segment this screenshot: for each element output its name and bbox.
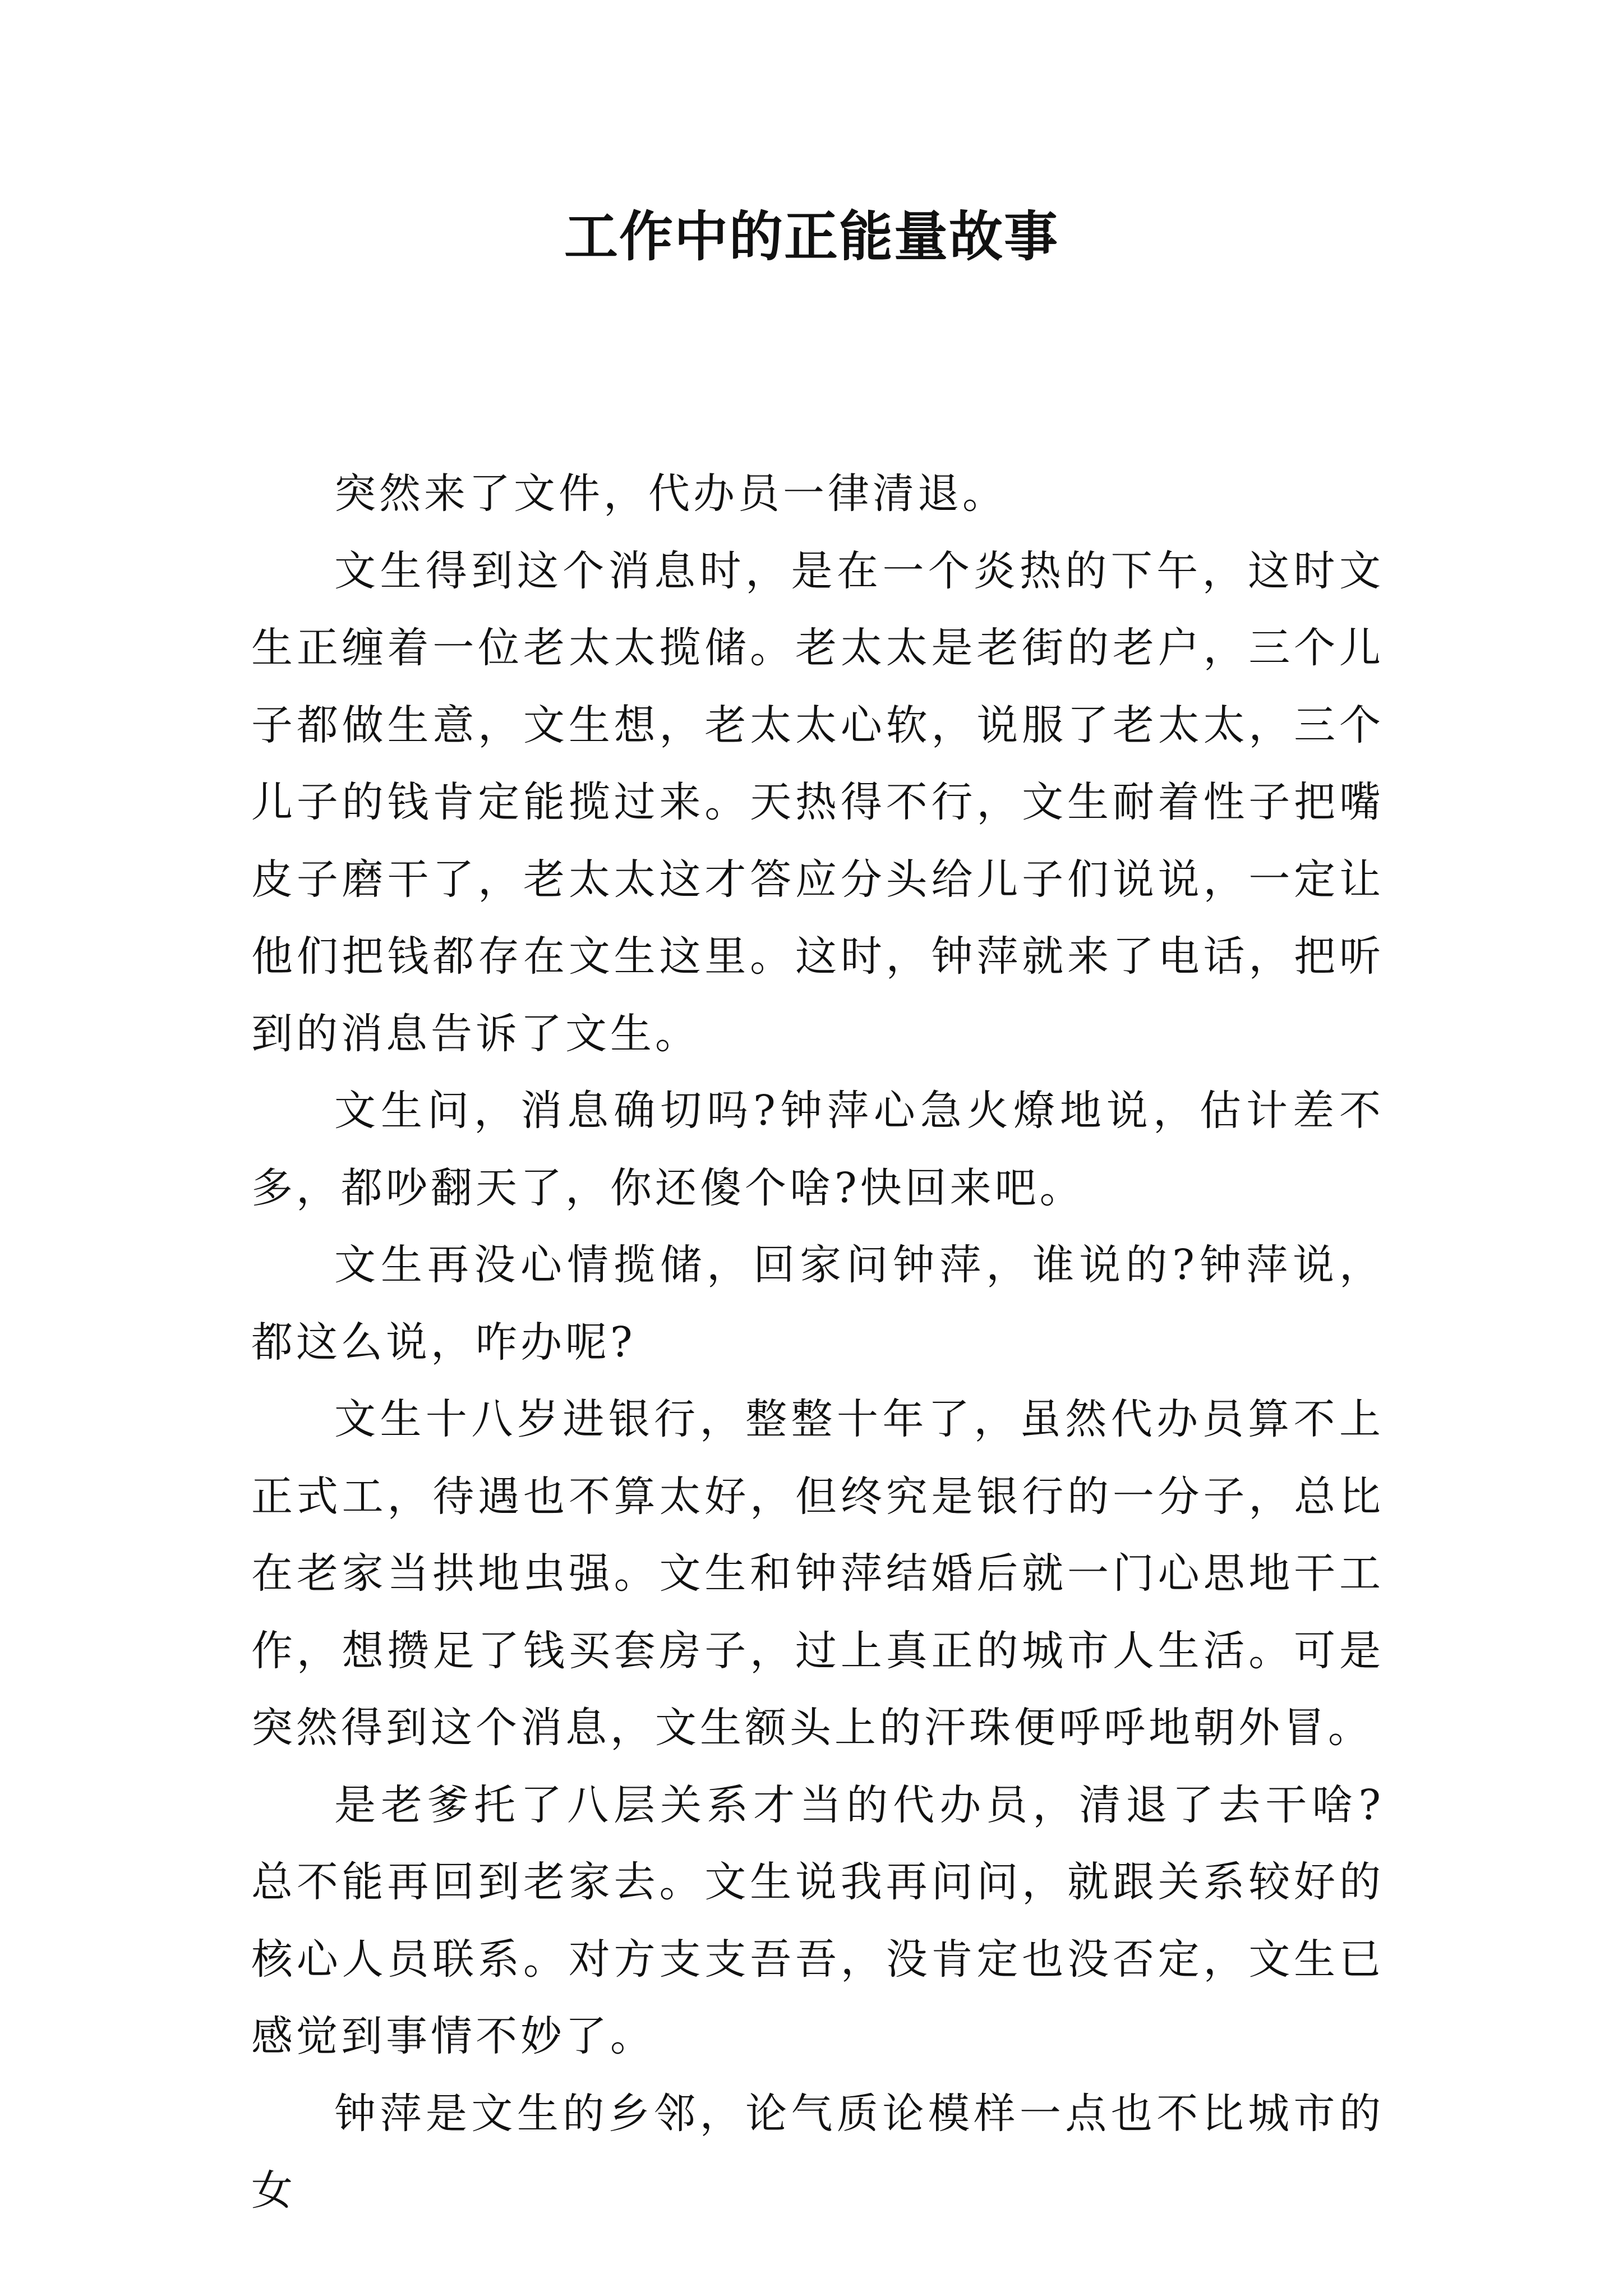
paragraph: 文生问，消息确切吗?钟萍心急火燎地说，估计差不多，都吵翻天了，你还傻个啥?快回来吧。	[251, 1087, 1384, 1212]
paragraph: 文生得到这个消息时，是在一个炎热的下午，这时文生正缠着一位老太太揽储。老太太是老街的老户，三个儿子都做生意，文生想，老太太心软，说服了老太太，三个儿子的钱肯定能揽过来。天热得不行，文生耐着性子把嘴皮子磨干了，老太太这才答应分头给儿子们说说，一定让他们把钱都存在文生这里。这时，钟萍就来了电话，把听到的消息告诉了文生。	[251, 546, 1384, 1058]
document-body	[251, 455, 1384, 2230]
paragraph: 是老爹托了八层关系才当的代办员，清退了去干啥?总不能再回到老家去。文生说我再问问，就跟关系较好的核心人员联系。对方支支吾吾，没肯定也没否定，文生已感觉到事情不妙了。	[251, 1780, 1384, 2060]
paragraph: 钟萍是文生的乡邻，论气质论模样一点也不比城市的女	[251, 2089, 1384, 2215]
paragraph: 文生十八岁进银行，整整十年了，虽然代办员算不上正式工，待遇也不算太好，但终究是银行的一分子，总比在老家当拱地虫强。文生和钟萍结婚后就一门心思地干工作，想攒足了钱买套房子，过上真正的城市人生活。可是突然得到这个消息，文生额头上的汗珠便呼呼地朝外冒。	[251, 1395, 1384, 1752]
paragraph: 突然来了文件，代办员一律清退。	[334, 470, 1007, 518]
document-title: 工作中的正能量故事	[564, 205, 1059, 268]
paragraph: 文生再没心情揽储，回家问钟萍，谁说的?钟萍说，都这么说，咋办呢?	[251, 1241, 1384, 1366]
